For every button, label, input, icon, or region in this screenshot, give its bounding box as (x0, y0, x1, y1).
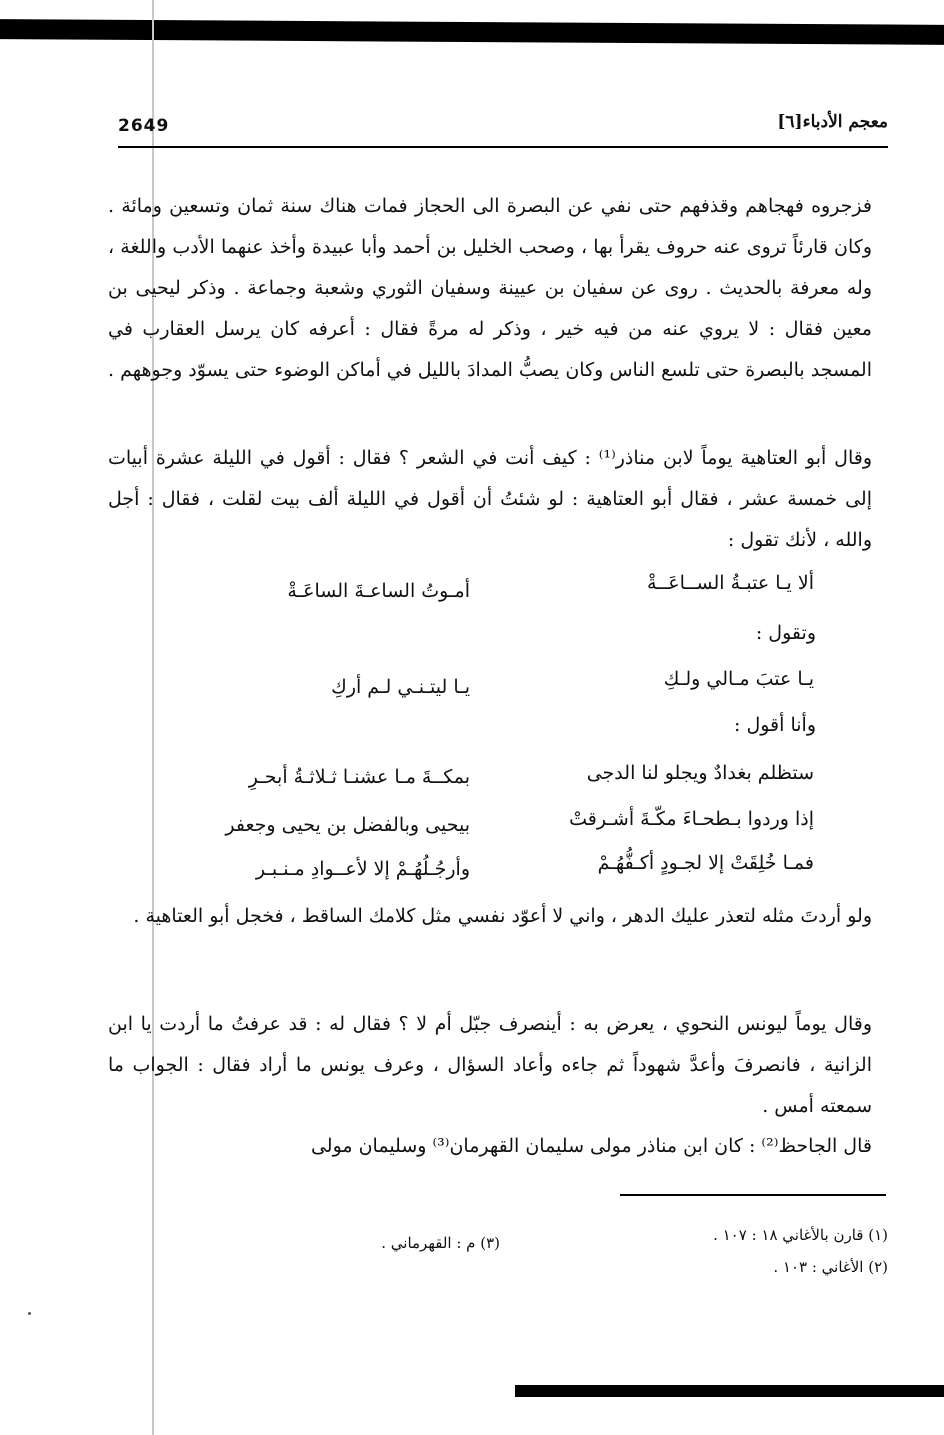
verse-2-first-hemistich: يـا عتبَ مـالي ولـكِ (663, 668, 814, 690)
running-title: معجم الأدباء[٦] (777, 112, 888, 132)
paragraph-5: قال الجاحظ⁽²⁾ : كان ابن مناذر مولى سليمان القهرمان⁽³⁾ وسليمان مولى (310, 1135, 872, 1157)
verse-cue-2: وأنا أقول : (734, 714, 816, 736)
running-header (118, 112, 888, 148)
paragraph-3: ولو أردتَ مثله لتعذر عليك الدهر ، واني لا أعوّد نفسي مثل كلامك الساقط ، فخجل أبو العتاهية . (133, 905, 872, 927)
paragraph-4: وقال يوماً ليونس النحوي ، يعرض به : أينصرف جبّل أم لا ؟ فقال له : قد عرفتُ ما أردت يا ابن الزانية ، فانصرفَ وأعدَّ شهوداً ثم جاءه وأعاد السؤال ، وعرف يونس ما أراد فقال : الجواب ما سمعته أمس . (108, 1013, 872, 1117)
footnote-separator (620, 1194, 886, 1196)
scan-bottom-border (515, 1385, 944, 1397)
verse-5-second-hemistich: وأرجُـلُهُـمْ إلا لأعــوادِ مـنـبـر (255, 858, 470, 880)
verse-3-second-hemistich: بمكــةَ مـا عشنـا ثـلاثـةُ أبحـرِ (248, 766, 470, 788)
footnote-1: (١) قارن بالأغاني ١٨ : ١٠٧ . (713, 1226, 888, 1244)
verse-2-second-hemistich: يـا ليتـنـي لـم أركِ (331, 676, 470, 698)
footnote-2: (٢) الأغاني : ١٠٣ . (773, 1258, 888, 1276)
page-number: 2649 (118, 116, 170, 136)
paragraph-2: وقال أبو العتاهية يوماً لابن مناذر⁽¹⁾ : كيف أنت في الشعر ؟ فقال : أقول في الليلة عشرة أبيات إلى خمسة عشر ، فقال أبو العتاهية : لو شئتُ أن أقول في الليلة ألف بيت لقلت ، فقال : أجل والله ، لأنك تقول : (108, 447, 872, 551)
footnote-3: (٣) م : القهرماني . (381, 1234, 500, 1252)
verse-3-first-hemistich: ستظلم بغدادٌ ويجلو لنا الدجى (586, 762, 814, 784)
scan-top-border (0, 19, 944, 45)
verse-1-second-hemistich: أمـوتُ الساعـةَ الساعَـةْ (287, 580, 470, 602)
verse-cue-1: وتقول : (755, 622, 816, 644)
verse-4-first-hemistich: إذا وردوا بـطحـاءَ مكّـةَ أشـرقتْ (569, 808, 814, 830)
paragraph-1: فزجروه فهجاهم وقذفهم حتى نفي عن البصرة الى الحجاز فمات هناك سنة ثمان وتسعين ومائة . وكان قارئاً تروى عنه حروف يقرأ بها ، وصحب الخليل بن أحمد وأبا عبيدة وأخذ عنهما الأدب واللغة ، وله معرفة بالحديث . روى عن سفيان بن عيينة وسفيان الثوري وشعبة وجماعة . وذكر ليحيى بن معين فقال : لا يروي عنه من فيه خير ، وذكر له مرةً فقال : أعرفه كان يرسل العقارب في المسجد بالبصرة حتى تلسع الناس وكان يصبُّ المدادَ بالليل في أماكن الوضوء حتى يسوّد وجوههم . (108, 195, 872, 381)
verse-5-first-hemistich: فمـا خُلِقَتْ إلا لجـودٍ أكـفُّهُـمْ (597, 852, 814, 874)
scan-dust-speck (28, 1312, 31, 1315)
verse-4-second-hemistich: بيحيى وبالفضل بن يحيى وجعفر (225, 814, 470, 836)
verse-1-first-hemistich: ألا يـا عتبـةُ الســاعَــةْ (646, 572, 814, 594)
